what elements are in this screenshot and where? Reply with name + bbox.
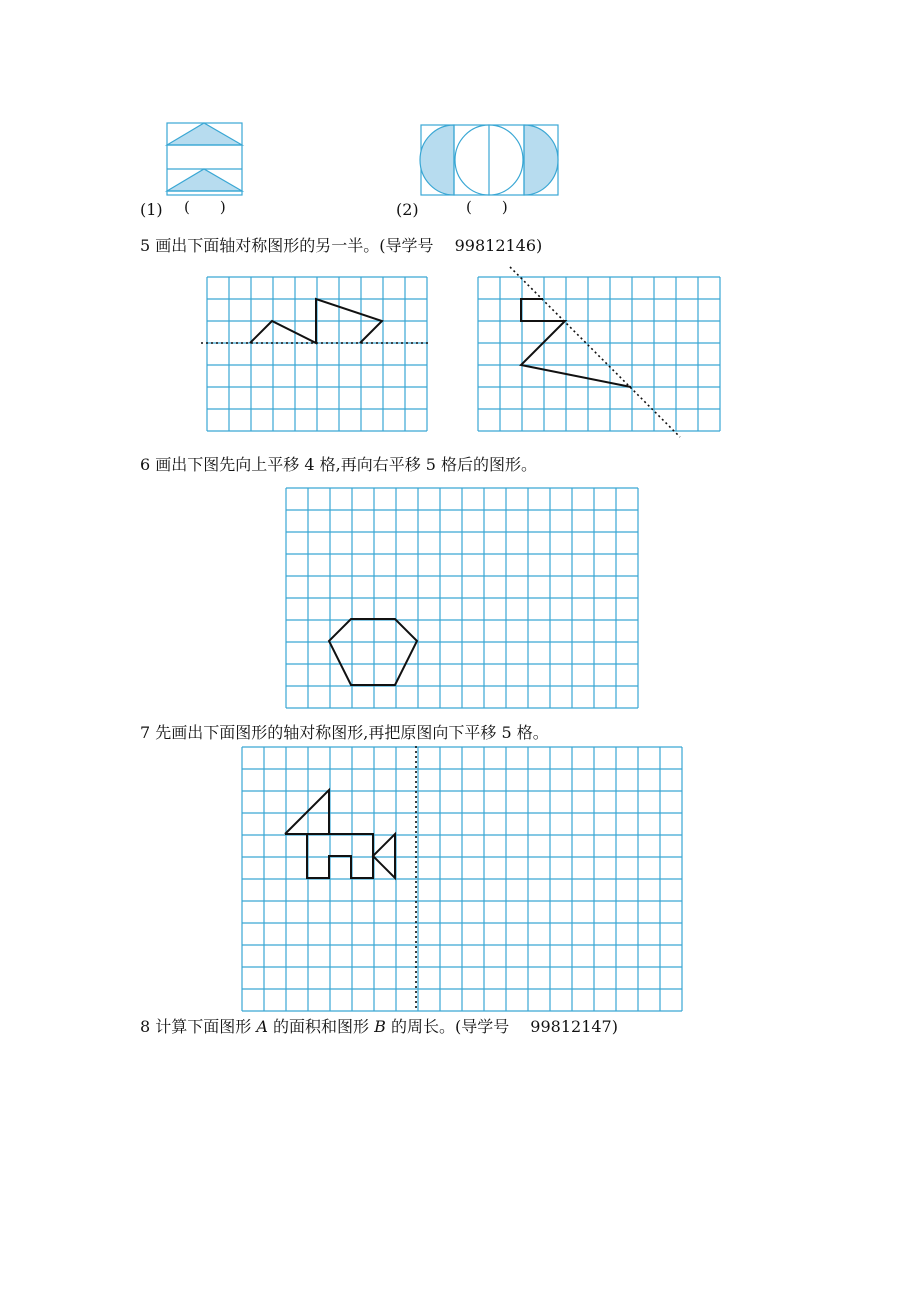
dog-ear bbox=[285, 790, 329, 834]
figure-b-label: B bbox=[374, 1017, 386, 1036]
q4-answer-1[interactable]: ( ) bbox=[184, 198, 226, 216]
q4-label-2: (2) bbox=[396, 200, 419, 219]
q4-answer-2[interactable]: ( ) bbox=[466, 198, 508, 216]
dog-tail bbox=[373, 834, 395, 878]
figure-a-label: A bbox=[256, 1017, 268, 1036]
q6-instruction: 6 画出下图先向上平移 4 格,再向右平移 5 格后的图形。 bbox=[140, 455, 538, 474]
q4-label-1: (1) bbox=[140, 200, 163, 219]
q5-instruction: 5 画出下面轴对称图形的另一半。(导学号 99812146) bbox=[140, 236, 543, 255]
q8-suffix: 的周长。(导学号 99812147) bbox=[385, 1017, 618, 1036]
q7-instruction: 7 先画出下面图形的轴对称图形,再把原图向下平移 5 格。 bbox=[140, 723, 549, 742]
dog-body bbox=[285, 834, 373, 878]
q8-prefix: 8 计算下面图形 bbox=[140, 1017, 257, 1036]
q8-middle: 的面积和图形 bbox=[267, 1017, 375, 1036]
q8-instruction bbox=[140, 1017, 618, 1037]
